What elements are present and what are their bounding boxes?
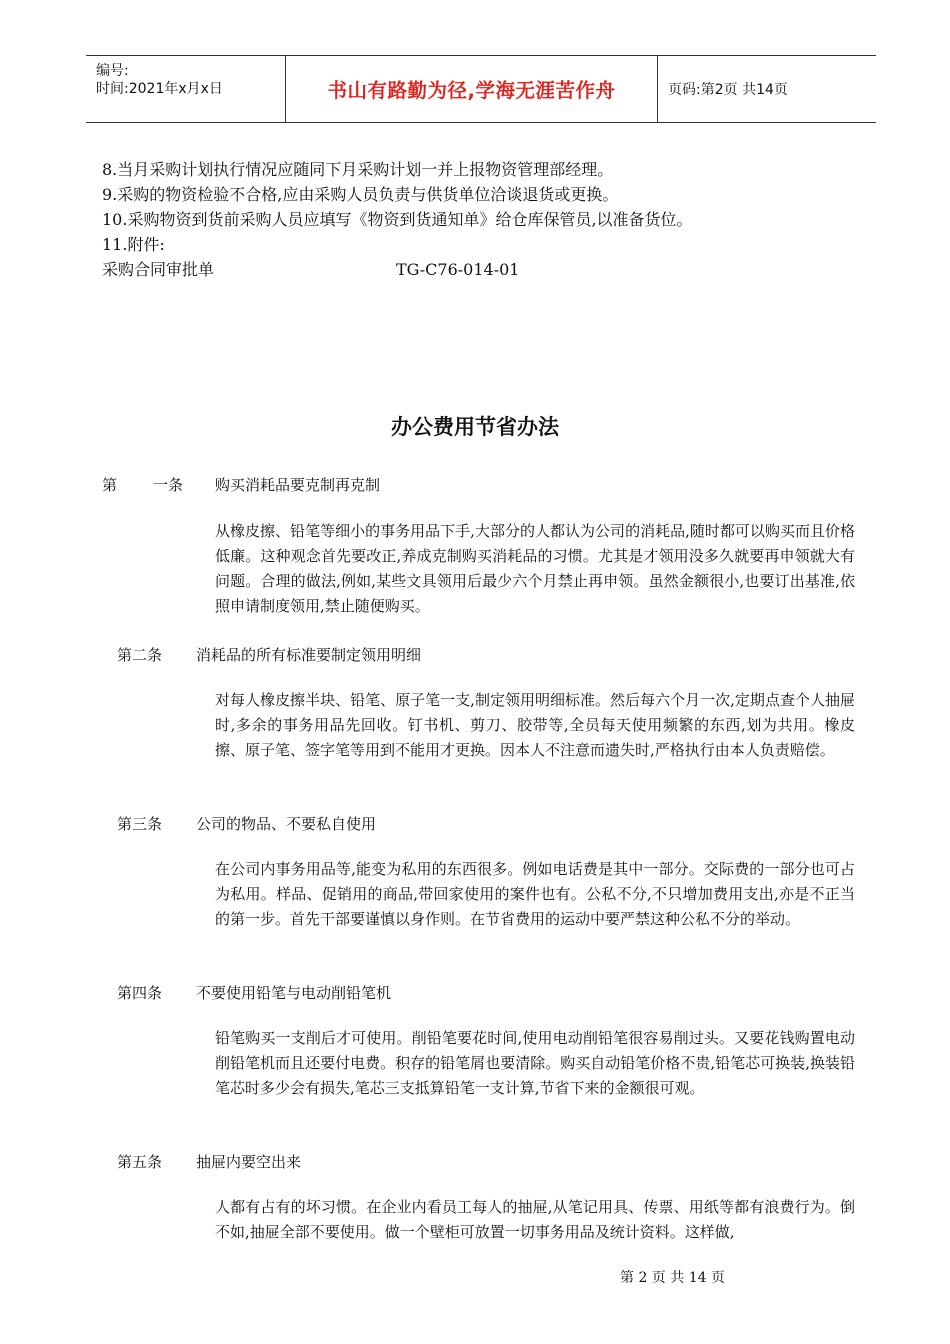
article-4-label: 第四条 [117,984,163,1002]
article-5-label: 第五条 [117,1153,163,1171]
article-3-label: 第三条 [117,815,163,833]
article-5-heading: 抽屉内要空出来 [196,1153,302,1171]
article-4-body: 铅笔购买一支削后才可使用。削铅笔要花时间,使用电动削铅笔很容易削过头。又要花钱购置电动削铅笔机而且还要付电费。积存的铅笔屑也要清除。购买自动铅笔价格不贵,铅笔芯可换装,换装铅笔芯时多少会有损失,笔芯三支抵算铅笔一支计算,节省下来的金额很可观。 [215,1029,855,1097]
document-title: 办公费用节省办法 [391,415,559,439]
article-4-heading: 不要使用铅笔与电动削铅笔机 [196,984,392,1002]
serial-label: 编号: [96,63,129,79]
article-5-body: 人都有占有的坏习惯。在企业内看员工每人的抽屉,从笔记用具、传票、用纸等都有浪费行为。倒不如,抽屉全部不要使用。做一个壁柜可放置一切事务用品及统计资料。这样做, [215,1198,855,1241]
article-3-heading: 公司的物品、不要私自使用 [196,815,377,833]
time-label: 时间:2021年x月x日 [96,81,223,97]
motto-cell [286,56,658,122]
list-item-10: 10.采购物资到货前采购人员应填写《物资到货通知单》给仓库保管员,以准备货位。 [102,210,693,229]
article-1-heading: 购买消耗品要克制再克制 [215,476,381,494]
page-number-cell [658,56,876,122]
article-3-body: 在公司内事务用品等,能变为私用的东西很多。例如电话费是其中一部分。交际费的一部分也可占为私用。样品、促销用的商品,带回家使用的案件也有。公私不分,不只增加费用支出,亦是不正当的第一步。首先干部要谨慎以身作则。在节省费用的运动中要严禁这种公私不分的举动。 [215,860,855,928]
header-info-cell [86,56,286,122]
page-number-label: 页码:第2页 共14页 [668,82,788,98]
page-header [86,55,876,123]
article-1-body: 从橡皮擦、铅笔等细小的事务用品下手,大部分的人都认为公司的消耗品,随时都可以购买而且价格低廉。这种观念首先要改正,养成克制购买消耗品的习惯。尤其是才领用没多久就要再申领就大有问题。合理的做法,例如,某些文具领用后最少六个月禁止再申领。虽然金额很小,也要订出基准,依照申请制度领用,禁止随便购买。 [215,522,855,615]
page-footer: 第 2 页 共 14 页 [620,1270,725,1286]
attachment-code: TG-C76-014-01 [396,260,520,279]
article-1-label-left: 第 [102,476,118,494]
list-item-8: 8.当月采购计划执行情况应随同下月采购计划一并上报物资管理部经理。 [102,160,614,179]
article-1-label-right: 一条 [153,476,184,494]
article-2-heading: 消耗品的所有标准要制定领用明细 [196,646,422,664]
article-2-body: 对每人橡皮擦半块、铅笔、原子笔一支,制定领用明细标准。然后每六个月一次,定期点查个人抽屉时,多余的事务用品先回收。钉书机、剪刀、胶带等,全员每天使用频繁的东西,划为共用。橡皮擦、原子笔、签字笔等用到不能用才更换。因本人不注意而遗失时,严格执行由本人负责赔偿。 [215,691,855,759]
list-item-9: 9.采购的物资检验不合格,应由采购人员负责与供货单位洽谈退货或更换。 [102,185,619,204]
attachment-name: 采购合同审批单 [102,260,215,279]
article-2-label: 第二条 [117,646,163,664]
motto-text: 书山有路勤为径,学海无涯苦作舟 [327,79,616,102]
list-item-11: 11.附件: [102,235,165,254]
